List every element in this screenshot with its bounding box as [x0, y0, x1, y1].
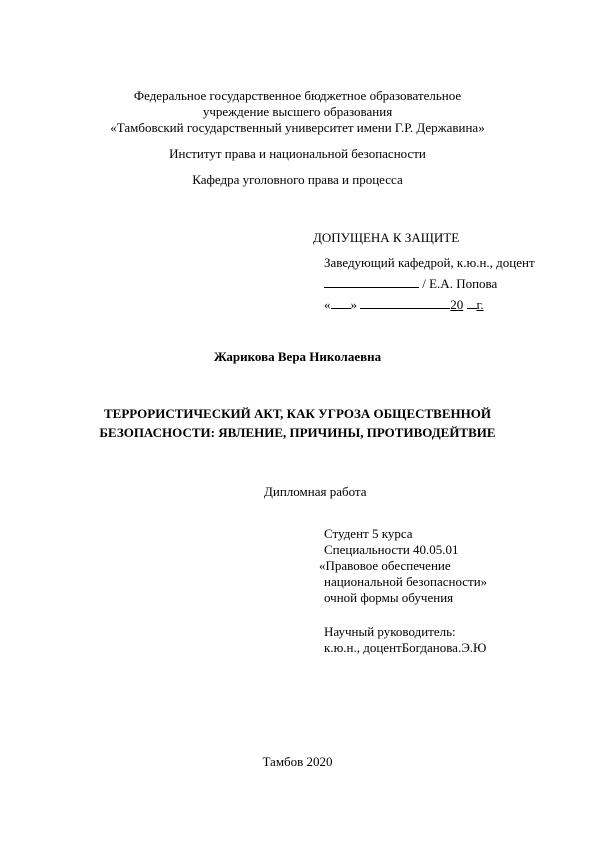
student-course: Студент 5 курса — [324, 526, 413, 541]
institute-name: Институт права и национальной безопасности — [169, 146, 426, 161]
day-blank — [331, 297, 351, 309]
org-line-1: Федеральное государственное бюджетное образовательное — [133, 88, 462, 103]
student-program-line-1: «Правовое обеспечение — [319, 558, 451, 573]
author-name: Жарикова Вера Николаевна — [213, 349, 382, 364]
org-line-2: учреждение высшего образования — [202, 104, 393, 119]
org-line-3: «Тамбовский государственный университет имени Г.Р. Державина» — [110, 120, 485, 135]
approval-date-line — [324, 297, 484, 312]
student-study-form: очной формы обучения — [324, 590, 454, 605]
work-type: Дипломная работа — [264, 484, 367, 499]
city-year: Тамбов 2020 — [262, 754, 333, 769]
approval-title: ДОПУЩЕНА К ЗАЩИТЕ — [313, 230, 460, 245]
date-open-quote: « — [324, 297, 331, 312]
thesis-title-line-1: ТЕРРОРИСТИЧЕСКИЙ АКТ, КАК УГРОЗА ОБЩЕСТВЕННОЙ — [104, 406, 491, 421]
supervisor-name: к.ю.н., доцентБогданова.Э.Ю — [324, 640, 487, 655]
department-name: Кафедра уголовного права и процесса — [192, 172, 403, 187]
month-blank — [360, 297, 450, 309]
signature-blank — [324, 276, 419, 288]
supervisor-label: Научный руководитель: — [324, 624, 456, 639]
date-suffix: г. — [476, 297, 484, 312]
student-program-line-2: национальной безопасности» — [324, 574, 488, 589]
approval-head: Заведующий кафедрой, к.ю.н., доцент — [324, 255, 535, 270]
date-year: 20 — [450, 297, 464, 312]
approval-signature-line — [324, 276, 497, 291]
student-specialty: Специальности 40.05.01 — [324, 542, 459, 557]
date-close-quote: » — [350, 297, 357, 312]
thesis-title-line-2: БЕЗОПАСНОСТИ: ЯВЛЕНИЕ, ПРИЧИНЫ, ПРОТИВОДЕЙТВИЕ — [99, 425, 496, 440]
year-blank — [467, 297, 477, 309]
approval-signature-name: / Е.А. Попова — [422, 276, 498, 291]
